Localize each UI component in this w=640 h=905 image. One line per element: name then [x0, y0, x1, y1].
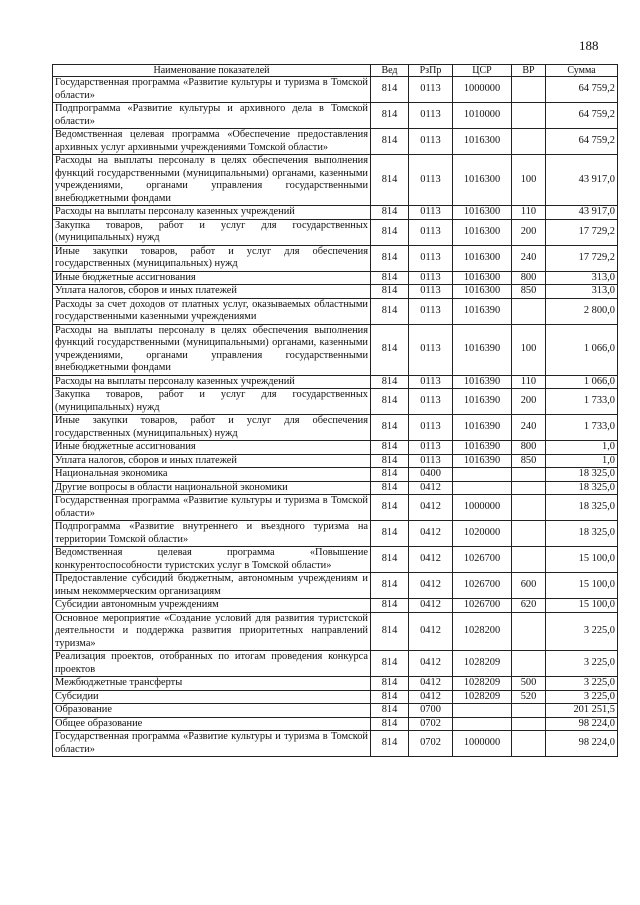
cell-rzpr: 0412: [409, 612, 453, 651]
cell-sum: 18 325,0: [546, 468, 618, 482]
cell-ved: 814: [371, 677, 409, 691]
cell-ved: 814: [371, 468, 409, 482]
cell-ved: 814: [371, 129, 409, 155]
cell-sum: 3 225,0: [546, 690, 618, 704]
cell-sum: 3 225,0: [546, 651, 618, 677]
cell-vr: [512, 521, 546, 547]
cell-ved: 814: [371, 454, 409, 468]
cell-rzpr: 0412: [409, 521, 453, 547]
cell-ved: 814: [371, 285, 409, 299]
cell-name: Иные бюджетные ассигнования: [53, 441, 371, 455]
cell-rzpr: 0113: [409, 155, 453, 206]
cell-csr: [453, 481, 512, 495]
cell-csr: 1028200: [453, 612, 512, 651]
cell-name: Закупка товаров, работ и услуг для государственных (муниципальных) нужд: [53, 219, 371, 245]
cell-ved: 814: [371, 690, 409, 704]
cell-ved: 814: [371, 415, 409, 441]
cell-name: Государственная программа «Развитие культуры и туризма в Томской области»: [53, 77, 371, 103]
cell-csr: [453, 468, 512, 482]
cell-name: Ведомственная целевая программа «Обеспечение предоставления архивных услуг архивными учреждениями Томской области»: [53, 129, 371, 155]
table-row: [53, 731, 618, 757]
header-name: Наименование показателей: [53, 65, 371, 77]
cell-sum: 43 917,0: [546, 155, 618, 206]
cell-csr: 1028209: [453, 677, 512, 691]
cell-vr: [512, 547, 546, 573]
cell-name: Образование: [53, 704, 371, 718]
cell-ved: 814: [371, 495, 409, 521]
cell-sum: 1 733,0: [546, 389, 618, 415]
cell-vr: [512, 731, 546, 757]
cell-ved: 814: [371, 206, 409, 220]
cell-vr: 800: [512, 441, 546, 455]
cell-name: Национальная экономика: [53, 468, 371, 482]
cell-sum: 313,0: [546, 271, 618, 285]
cell-csr: 1016390: [453, 415, 512, 441]
cell-sum: 201 251,5: [546, 704, 618, 718]
cell-ved: 814: [371, 245, 409, 271]
cell-csr: 1016300: [453, 245, 512, 271]
table-row: [53, 521, 618, 547]
cell-sum: 98 224,0: [546, 731, 618, 757]
cell-ved: 814: [371, 77, 409, 103]
cell-vr: 800: [512, 271, 546, 285]
table-row: [53, 129, 618, 155]
cell-name: Ведомственная целевая программа «Повышение конкурентоспособности туристских услуг в Томской области»: [53, 547, 371, 573]
cell-name: Предоставление субсидий бюджетным, автономным учреждениям и иным некоммерческим организациям: [53, 573, 371, 599]
cell-sum: 43 917,0: [546, 206, 618, 220]
cell-ved: 814: [371, 573, 409, 599]
cell-vr: 240: [512, 415, 546, 441]
cell-rzpr: 0412: [409, 651, 453, 677]
cell-rzpr: 0113: [409, 324, 453, 375]
budget-table: [52, 64, 618, 757]
cell-rzpr: 0412: [409, 481, 453, 495]
cell-name: Основное мероприятие «Создание условий для развития туристской деятельности и поддержка развития приоритетных направлений туризма»: [53, 612, 371, 651]
cell-sum: 1,0: [546, 441, 618, 455]
cell-name: Расходы на выплаты персоналу казенных учреждений: [53, 206, 371, 220]
cell-name: Субсидии: [53, 690, 371, 704]
cell-csr: 1016390: [453, 324, 512, 375]
cell-name: Расходы за счет доходов от платных услуг, оказываемых областными государственными казенными учреждениями: [53, 298, 371, 324]
cell-csr: 1016390: [453, 375, 512, 389]
cell-vr: 200: [512, 219, 546, 245]
table-row: [53, 415, 618, 441]
cell-csr: 1028209: [453, 690, 512, 704]
cell-csr: 1020000: [453, 521, 512, 547]
cell-ved: 814: [371, 103, 409, 129]
cell-vr: 620: [512, 599, 546, 613]
table-row: [53, 547, 618, 573]
cell-sum: 18 325,0: [546, 481, 618, 495]
cell-vr: 520: [512, 690, 546, 704]
header-rzpr: РзПр: [409, 65, 453, 77]
cell-name: Межбюджетные трансферты: [53, 677, 371, 691]
cell-csr: 1026700: [453, 599, 512, 613]
cell-name: Уплата налогов, сборов и иных платежей: [53, 285, 371, 299]
table-row: [53, 677, 618, 691]
cell-rzpr: 0412: [409, 547, 453, 573]
header-ved: Вед: [371, 65, 409, 77]
cell-name: Расходы на выплаты персоналу в целях обеспечения выполнения функций государственными (муниципальными) органами, казенными учреждениями, органами управления государственными внебюджетными фондами: [53, 155, 371, 206]
cell-rzpr: 0113: [409, 375, 453, 389]
cell-rzpr: 0702: [409, 731, 453, 757]
cell-rzpr: 0113: [409, 285, 453, 299]
cell-sum: 15 100,0: [546, 573, 618, 599]
cell-vr: [512, 103, 546, 129]
cell-csr: 1026700: [453, 547, 512, 573]
cell-rzpr: 0113: [409, 206, 453, 220]
cell-name: Субсидии автономным учреждениям: [53, 599, 371, 613]
cell-vr: [512, 77, 546, 103]
cell-ved: 814: [371, 612, 409, 651]
cell-csr: 1028209: [453, 651, 512, 677]
cell-rzpr: 0700: [409, 704, 453, 718]
cell-csr: 1016300: [453, 219, 512, 245]
cell-ved: 814: [371, 375, 409, 389]
table-row: [53, 77, 618, 103]
cell-rzpr: 0113: [409, 103, 453, 129]
cell-rzpr: 0412: [409, 573, 453, 599]
cell-sum: 1 733,0: [546, 415, 618, 441]
cell-vr: [512, 717, 546, 731]
cell-rzpr: 0412: [409, 677, 453, 691]
cell-ved: 814: [371, 481, 409, 495]
cell-vr: 100: [512, 155, 546, 206]
table-row: [53, 219, 618, 245]
cell-ved: 814: [371, 704, 409, 718]
cell-ved: 814: [371, 271, 409, 285]
cell-vr: [512, 129, 546, 155]
table-row: [53, 454, 618, 468]
cell-name: Государственная программа «Развитие культуры и туризма в Томской области»: [53, 495, 371, 521]
cell-ved: 814: [371, 389, 409, 415]
cell-ved: 814: [371, 441, 409, 455]
cell-csr: 1026700: [453, 573, 512, 599]
cell-csr: 1016300: [453, 285, 512, 299]
cell-csr: 1016390: [453, 298, 512, 324]
table-row: [53, 717, 618, 731]
cell-name: Расходы на выплаты персоналу казенных учреждений: [53, 375, 371, 389]
table-row: [53, 389, 618, 415]
cell-rzpr: 0113: [409, 298, 453, 324]
cell-rzpr: 0113: [409, 219, 453, 245]
cell-vr: 600: [512, 573, 546, 599]
cell-sum: 18 325,0: [546, 495, 618, 521]
cell-ved: 814: [371, 731, 409, 757]
cell-vr: 110: [512, 206, 546, 220]
table-row: [53, 271, 618, 285]
cell-sum: 17 729,2: [546, 219, 618, 245]
cell-sum: 15 100,0: [546, 599, 618, 613]
cell-vr: [512, 468, 546, 482]
cell-name: Реализация проектов, отобранных по итогам проведения конкурса проектов: [53, 651, 371, 677]
cell-sum: 1 066,0: [546, 324, 618, 375]
cell-rzpr: 0412: [409, 690, 453, 704]
table-row: [53, 651, 618, 677]
cell-name: Подпрограмма «Развитие культуры и архивного дела в Томской области»: [53, 103, 371, 129]
cell-vr: [512, 481, 546, 495]
cell-ved: 814: [371, 298, 409, 324]
cell-vr: [512, 298, 546, 324]
table-row: [53, 468, 618, 482]
cell-vr: [512, 612, 546, 651]
table-row: [53, 103, 618, 129]
cell-sum: 98 224,0: [546, 717, 618, 731]
cell-sum: 15 100,0: [546, 547, 618, 573]
cell-csr: 1016300: [453, 206, 512, 220]
cell-sum: 1 066,0: [546, 375, 618, 389]
cell-csr: 1016300: [453, 129, 512, 155]
cell-rzpr: 0400: [409, 468, 453, 482]
cell-ved: 814: [371, 599, 409, 613]
cell-rzpr: 0702: [409, 717, 453, 731]
cell-sum: 18 325,0: [546, 521, 618, 547]
table-row: [53, 245, 618, 271]
table-row: [53, 599, 618, 613]
cell-rzpr: 0113: [409, 77, 453, 103]
header-sum: Сумма: [546, 65, 618, 77]
cell-sum: 2 800,0: [546, 298, 618, 324]
table-row: [53, 704, 618, 718]
cell-sum: 64 759,2: [546, 129, 618, 155]
cell-vr: 200: [512, 389, 546, 415]
cell-csr: 1016390: [453, 441, 512, 455]
cell-csr: [453, 717, 512, 731]
table-row: [53, 285, 618, 299]
cell-vr: 240: [512, 245, 546, 271]
table-row: [53, 441, 618, 455]
cell-csr: [453, 704, 512, 718]
cell-name: Подпрограмма «Развитие внутреннего и въездного туризма на территории Томской области»: [53, 521, 371, 547]
cell-sum: 64 759,2: [546, 77, 618, 103]
cell-rzpr: 0113: [409, 454, 453, 468]
cell-rzpr: 0412: [409, 495, 453, 521]
cell-rzpr: 0113: [409, 129, 453, 155]
cell-name: Иные бюджетные ассигнования: [53, 271, 371, 285]
cell-sum: 1,0: [546, 454, 618, 468]
cell-csr: 1000000: [453, 77, 512, 103]
page-number: 188: [579, 38, 599, 53]
table-row: [53, 481, 618, 495]
table-body: [53, 77, 618, 757]
cell-ved: 814: [371, 324, 409, 375]
cell-ved: 814: [371, 521, 409, 547]
cell-vr: [512, 704, 546, 718]
cell-ved: 814: [371, 155, 409, 206]
cell-sum: 3 225,0: [546, 677, 618, 691]
cell-vr: 850: [512, 285, 546, 299]
cell-ved: 814: [371, 717, 409, 731]
cell-name: Другие вопросы в области национальной экономики: [53, 481, 371, 495]
cell-vr: 110: [512, 375, 546, 389]
cell-sum: 3 225,0: [546, 612, 618, 651]
cell-vr: [512, 651, 546, 677]
table-header-row: [53, 65, 618, 77]
table-row: [53, 155, 618, 206]
cell-name: Иные закупки товаров, работ и услуг для обеспечения государственных (муниципальных) нужд: [53, 245, 371, 271]
cell-sum: 17 729,2: [546, 245, 618, 271]
cell-csr: 1016390: [453, 389, 512, 415]
cell-name: Иные закупки товаров, работ и услуг для обеспечения государственных (муниципальных) нужд: [53, 415, 371, 441]
table-row: [53, 206, 618, 220]
cell-rzpr: 0412: [409, 599, 453, 613]
table-row: [53, 690, 618, 704]
cell-ved: 814: [371, 219, 409, 245]
cell-csr: 1010000: [453, 103, 512, 129]
cell-csr: 1016390: [453, 454, 512, 468]
cell-name: Общее образование: [53, 717, 371, 731]
cell-sum: 313,0: [546, 285, 618, 299]
header-csr: ЦСР: [453, 65, 512, 77]
table-row: [53, 612, 618, 651]
table-row: [53, 298, 618, 324]
cell-rzpr: 0113: [409, 389, 453, 415]
table-row: [53, 324, 618, 375]
table-row: [53, 375, 618, 389]
cell-csr: 1016300: [453, 155, 512, 206]
cell-vr: 850: [512, 454, 546, 468]
cell-ved: 814: [371, 547, 409, 573]
cell-vr: 100: [512, 324, 546, 375]
table-row: [53, 495, 618, 521]
cell-ved: 814: [371, 651, 409, 677]
cell-name: Расходы на выплаты персоналу в целях обеспечения выполнения функций государственными (муниципальными) органами, казенными учреждениями, органами управления государственными внебюджетными фондами: [53, 324, 371, 375]
cell-rzpr: 0113: [409, 271, 453, 285]
table-row: [53, 573, 618, 599]
cell-csr: 1000000: [453, 495, 512, 521]
cell-vr: [512, 495, 546, 521]
cell-vr: 500: [512, 677, 546, 691]
cell-name: Закупка товаров, работ и услуг для государственных (муниципальных) нужд: [53, 389, 371, 415]
cell-name: Уплата налогов, сборов и иных платежей: [53, 454, 371, 468]
cell-sum: 64 759,2: [546, 103, 618, 129]
cell-rzpr: 0113: [409, 245, 453, 271]
cell-rzpr: 0113: [409, 441, 453, 455]
cell-csr: 1000000: [453, 731, 512, 757]
cell-csr: 1016300: [453, 271, 512, 285]
cell-rzpr: 0113: [409, 415, 453, 441]
header-vr: ВР: [512, 65, 546, 77]
cell-name: Государственная программа «Развитие культуры и туризма в Томской области»: [53, 731, 371, 757]
